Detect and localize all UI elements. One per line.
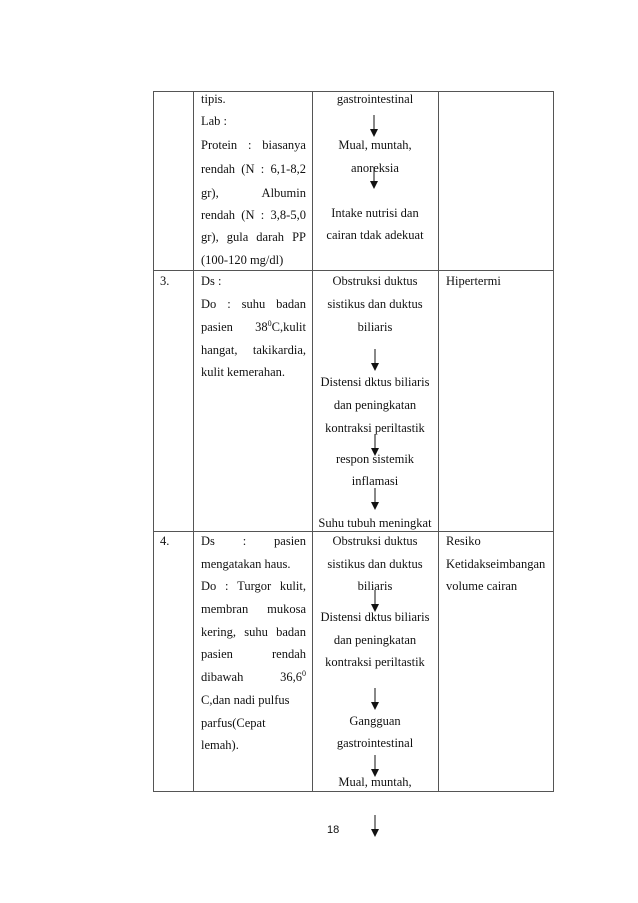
pathway-step: gastrointestinal <box>336 92 414 106</box>
word: takikardia, <box>252 343 306 357</box>
nursing-diagnosis: Ketidakseimbangan <box>446 557 546 571</box>
word: Albumin <box>261 186 306 200</box>
row-a-justified-line <box>201 159 306 180</box>
word: Do <box>201 579 217 593</box>
word: suhu <box>244 625 268 639</box>
word: dibawah <box>201 670 244 684</box>
row4-cell-text: lemah). <box>201 738 239 752</box>
temperature-text <box>280 667 306 688</box>
pathway-step: Mual, muntah, <box>338 775 412 789</box>
pathway-step: kontraksi periltastik <box>325 655 425 669</box>
word: Ds <box>201 534 215 548</box>
pathway-step: biliaris <box>357 579 393 593</box>
word: 6,1-8,2 <box>270 162 306 176</box>
word: mukosa <box>267 602 306 616</box>
pathway-step: dan peningkatan <box>333 398 417 412</box>
column-divider <box>312 91 313 791</box>
row4-justified-line <box>201 644 306 665</box>
pathway-step: anoreksia <box>351 161 399 175</box>
row4-justified-line <box>201 667 306 688</box>
row3-justified-line <box>201 294 306 315</box>
down-arrow-icon <box>368 488 382 510</box>
pathway-step: Distensi dktus biliaris <box>320 375 430 389</box>
down-arrow-icon <box>367 115 381 137</box>
row-a-justified-line <box>201 205 306 226</box>
word: rendah <box>201 208 236 222</box>
word: : <box>260 162 265 176</box>
word: : <box>224 579 229 593</box>
down-arrow-icon <box>368 349 382 371</box>
word: badan <box>276 297 306 311</box>
page-number: 18 <box>327 824 340 836</box>
row3-cell-text: kulit kemerahan. <box>201 365 285 379</box>
pathway-step: Obstruksi duktus <box>332 534 418 548</box>
word: 3,8-5,0 <box>270 208 306 222</box>
word: : <box>242 534 247 548</box>
pathway-step: Mual, muntah, <box>338 138 412 152</box>
word: : <box>227 297 231 311</box>
column-divider <box>193 91 194 791</box>
temperature-text <box>255 317 306 338</box>
word: Do <box>201 297 217 311</box>
pathway-step: Intake nutrisi dan <box>331 206 419 220</box>
temperature-value: 38 <box>255 320 268 334</box>
nursing-diagnosis: volume cairan <box>446 579 518 593</box>
row4-justified-line <box>201 622 306 643</box>
word: darah <box>256 230 285 244</box>
row-a-justified-line <box>201 135 306 156</box>
pathway-step: gastrointestinal <box>336 736 414 750</box>
row3-cell-text: Ds : <box>201 274 222 288</box>
row3-justified-line <box>201 340 306 361</box>
word: pasien <box>201 320 233 334</box>
row4-cell-text: parfus(Cepat <box>201 716 266 730</box>
row-a-cell-text: Lab : <box>201 114 228 128</box>
word: : <box>260 208 265 222</box>
pathway-step: dan peningkatan <box>333 633 417 647</box>
word: Turgor <box>237 579 272 593</box>
row4-cell-text: mengatakan haus. <box>201 557 291 571</box>
word: suhu <box>241 297 266 311</box>
pathway-step: Distensi dktus biliaris <box>320 610 430 624</box>
degree-sup: 0 <box>267 318 272 328</box>
word: biasanya <box>262 138 306 152</box>
pathway-step: kontraksi periltastik <box>325 421 425 435</box>
word: rendah <box>271 647 306 661</box>
row-a-justified-line <box>201 227 306 248</box>
nursing-diagnosis: Resiko <box>446 534 481 548</box>
down-arrow-icon <box>368 688 382 710</box>
row-a-justified-line <box>201 183 306 204</box>
word: : <box>247 138 252 152</box>
pathway-step: biliaris <box>357 320 393 334</box>
word: kering, <box>201 625 237 639</box>
pathway-step: Suhu tubuh meningkat <box>318 516 432 530</box>
row4-cell-text: C,dan nadi pulfus <box>201 693 290 707</box>
word: gula <box>226 230 249 244</box>
word: (N <box>241 208 255 222</box>
pathway-step: respon sistemik <box>335 452 415 466</box>
row3-justified-line <box>201 317 306 338</box>
word: hangat, <box>201 343 238 357</box>
row-a-cell-text: tipis. <box>201 92 226 106</box>
row-number: 4. <box>160 534 170 548</box>
temperature-rest: C,kulit <box>271 320 306 334</box>
pathway-step: Gangguan <box>349 714 401 728</box>
word: PP <box>292 230 306 244</box>
pathway-step: cairan tdak adekuat <box>326 228 424 242</box>
column-divider <box>438 91 439 791</box>
word: gr), <box>201 230 219 244</box>
down-arrow-icon <box>367 167 381 189</box>
row4-justified-line <box>201 531 306 552</box>
word: Protein <box>201 138 238 152</box>
word: (N <box>241 162 255 176</box>
down-arrow-icon <box>368 815 382 837</box>
word: membran <box>201 602 249 616</box>
pathway-step: sistikus dan duktus <box>327 297 423 311</box>
row4-justified-line <box>201 599 306 620</box>
word: gr), <box>201 186 219 200</box>
word: pasien <box>201 647 233 661</box>
word: rendah <box>201 162 236 176</box>
word: pasien <box>274 534 306 548</box>
pathway-step: sistikus dan duktus <box>327 557 423 571</box>
nursing-diagnosis: Hipertermi <box>446 274 501 288</box>
pathway-step: Obstruksi duktus <box>332 274 418 288</box>
pathway-step: inflamasi <box>351 474 399 488</box>
row-number: 3. <box>160 274 170 288</box>
row-a-cell-text: (100-120 mg/dl) <box>201 253 284 267</box>
row4-justified-line <box>201 576 306 597</box>
temperature-value: 36,6 <box>280 670 302 684</box>
word: kulit, <box>279 579 306 593</box>
word: badan <box>276 625 306 639</box>
degree-sup: 0 <box>302 668 306 678</box>
